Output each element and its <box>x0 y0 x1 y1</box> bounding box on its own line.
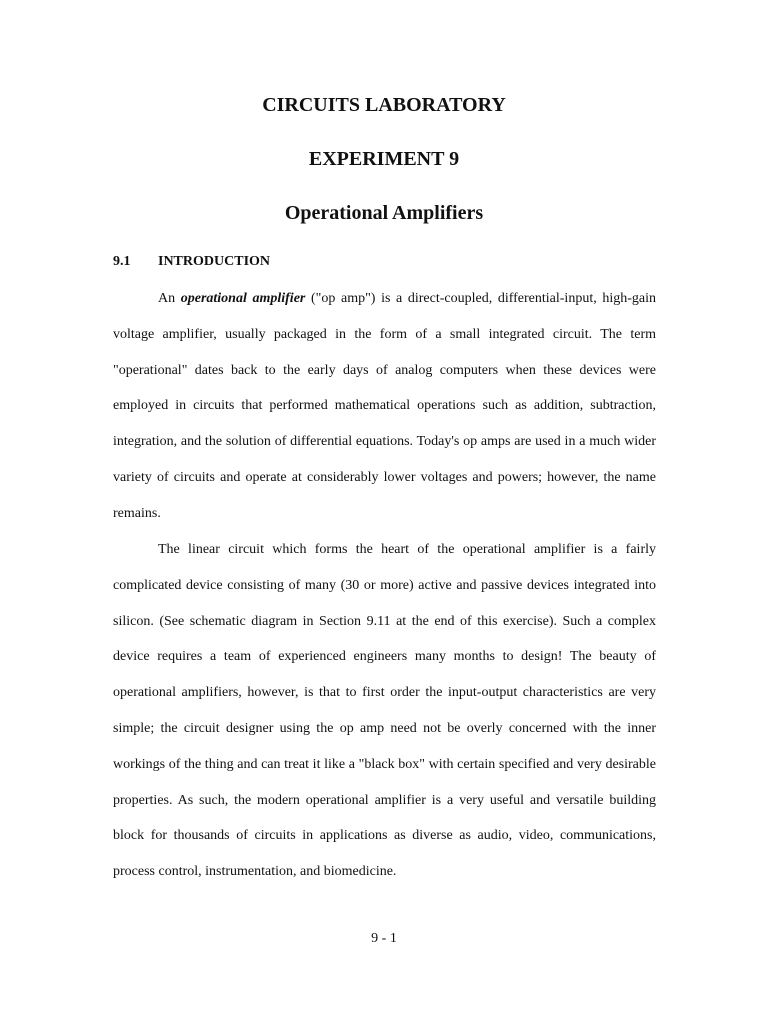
op-amp-term: operational amplifier <box>180 291 306 306</box>
experiment-title: EXPERIMENT 9 <box>308 148 460 170</box>
section-heading <box>113 254 270 270</box>
topic-title: Operational Amplifiers <box>284 202 484 224</box>
course-title: CIRCUITS LABORATORY <box>262 94 506 116</box>
paragraph-text: The linear circuit which forms the heart of the operational amplifier is a fairly complicated device consisting of many (30 or more) active and passive devices integrated into silicon. (See schematic diagram in Section 9.11 at the end of this exercise). Such a complex device requires a team of experienced engineers many months to design! The beauty of operational amplifiers, however, is that to first order the input-output characteristics are very simple; the circuit designer using the op amp need not be overly concerned with the inner workings of the thing and can treat it like a "black box" with certain specified and very desirable properties. As such, the modern operational amplifier is a very useful and versatile building block for thousands of circuits in applications as diverse as audio, video, communications, process control, instrumentation, and biomedicine. <box>113 542 656 880</box>
paragraph-lead: An <box>158 291 181 306</box>
page-number: 9 - 1 <box>371 931 397 946</box>
paragraph-intro <box>113 281 656 532</box>
section-number: 9.1 <box>113 254 131 269</box>
paragraph-linear-circuit <box>113 532 656 890</box>
section-title: INTRODUCTION <box>158 254 271 269</box>
paragraph-rest: ("op amp") is a direct-coupled, differential-input, high-gain voltage amplifier, usually packaged in the form of a small integrated circuit. The term "operational" dates back to the early days of analog computers when these devices were employed in circuits that performed mathematical operations such as addition, subtraction, integration, and the solution of differential equations. Today's op amps are used in a much wider variety of circuits and operate at considerably lower voltages and powers; however, the name remains. <box>113 291 656 521</box>
